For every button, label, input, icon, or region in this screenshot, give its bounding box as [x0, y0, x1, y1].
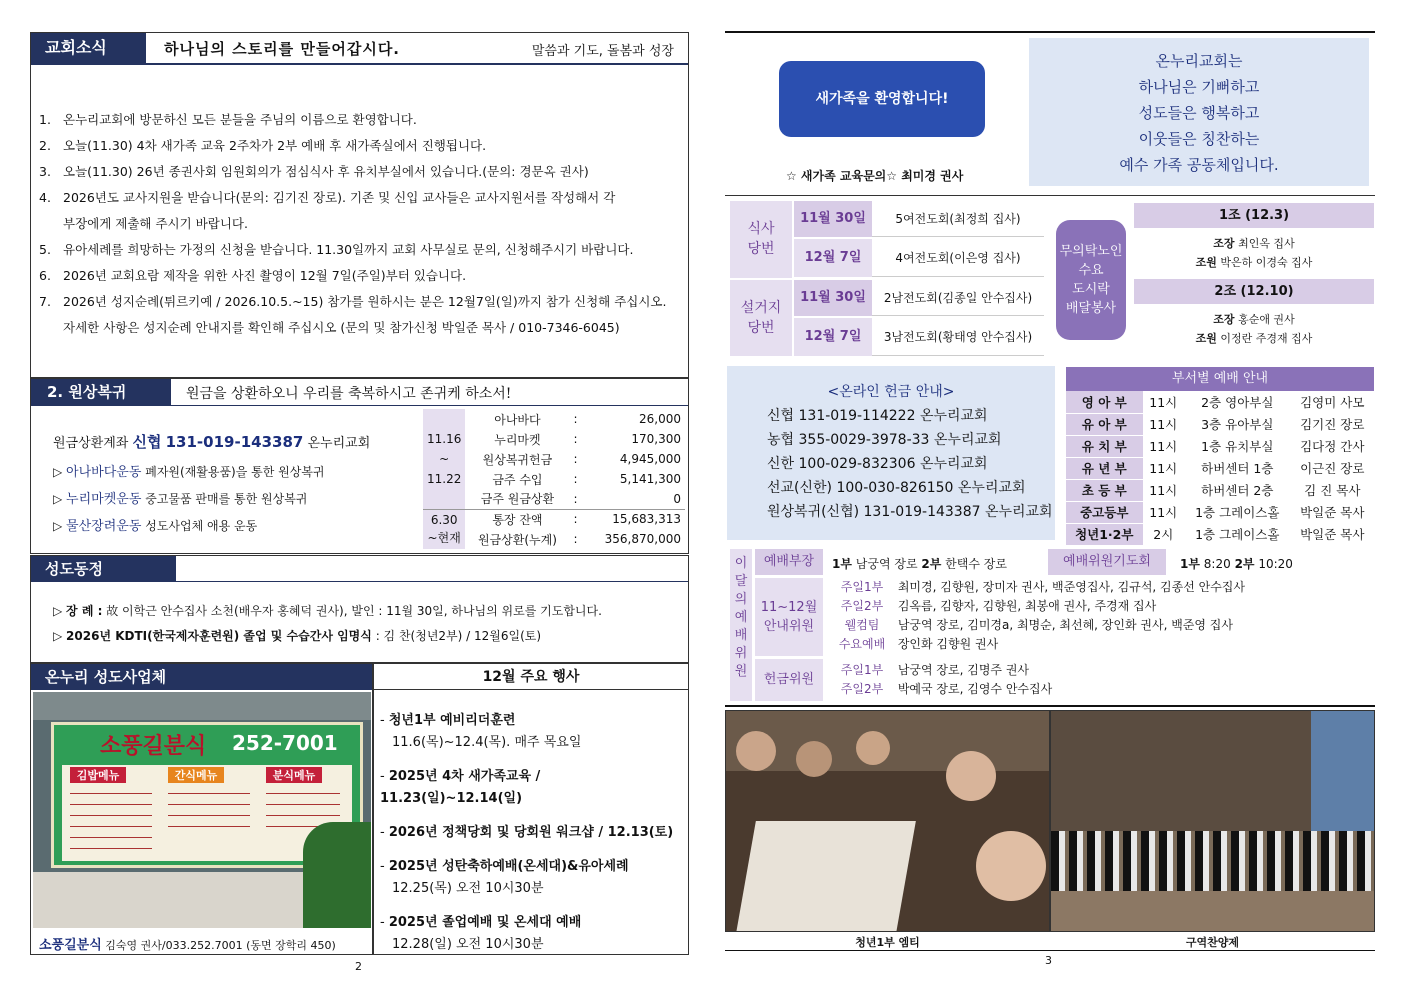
list-item: 웰컴팀 남궁역 장로, 김미경a, 최명순, 최선혜, 장인화 권사, 백준영 집사	[844, 618, 1233, 632]
list-item: 7. 2026년 성지순례(튀르키예 / 2026.10.5.~15) 참가를 원하시는 분은 12월7일(일)까지 참가 신청해 주십시오.	[39, 294, 667, 309]
news-headline: 하나님의 스토리를 만들어갑시다.	[164, 40, 401, 58]
list-item: - 2025년 성탄축하예배(온세대)&유아세례 12.25(목) 오전 10시30분	[380, 859, 629, 896]
shop-info: 소풍길분식 김숙영 권사/033.252.7001 (동면 장학리 450)	[39, 938, 336, 953]
list-item: - 2026년 정책당회 및 당회원 워크샵 / 12.13(토)	[380, 825, 674, 840]
members-line-1: ▷ 장 례 : 故 이학근 안수집사 소천(배우자 홍혜덕 권사), 발인 : 11월 30일, 하나님의 위로를 기도합니다.	[53, 604, 602, 618]
duty-who: 5여전도회(최정희 집사)	[872, 201, 1044, 237]
list-item: 4. 2026년도 교사지원을 받습니다(문의: 김기진 장로). 기존 및 신입 교사들은 교사지원서를 작성해서 각	[39, 190, 616, 205]
table-row: 영 아 부 11시 2층 영아부실 김영미 사모	[1066, 391, 1374, 413]
offering-list	[830, 661, 1052, 699]
group-2-members: 조장 홍순애 권사 조원 이정란 주경재 집사	[1195, 313, 1313, 345]
welcome-contact: ☆ 새가족 교육문의☆ 최미경 권사	[786, 169, 964, 183]
table-row: 유 치 부 11시 1층 유치부실 김다정 간사	[1066, 435, 1374, 457]
table-row: 초 등 부 11시 하버센터 2층 김 진 목사	[1066, 479, 1374, 501]
menu-head: 김밥메뉴	[70, 767, 126, 783]
duty-date: 12월 7일	[794, 318, 872, 356]
group-1-members: 조장 최인옥 집사 조원 박은하 이경숙 집사	[1195, 237, 1313, 269]
list-item: ▷ 물산장려운동 성도사업체 애용 운동	[53, 519, 258, 534]
giving-line: 선교(신한) 100-030-826150 온누리교회	[767, 480, 1026, 496]
meal-duty-label: 식사 당번	[730, 201, 792, 278]
duty-who: 3남전도회(황태영 안수집사)	[872, 318, 1044, 356]
events-list	[380, 710, 684, 956]
list-item: 주일1부 남궁역 장로, 김명주 권사	[840, 663, 1030, 677]
list-item: 3. 오늘(11.30) 26년 종권사회 임원회의가 점심식사 후 유치부실에서 있습니다.(문의: 경문옥 권사)	[39, 164, 589, 179]
dish-duty-label: 설거지 당번	[730, 280, 792, 356]
welfare-motto: 원금을 상환하오니 우리를 축복하시고 존귀케 하소서!	[186, 386, 512, 402]
news-tag: 교회소식	[31, 33, 146, 63]
menu-head: 간식메뉴	[168, 767, 224, 783]
table-row: 유 아 부 11시 3층 유아부실 김기진 장로	[1066, 413, 1374, 435]
giving-line: 농협 355-0029-3978-33 온누리교회	[767, 432, 1002, 448]
giving-line: 원상복귀(신협) 131-019-143387 온누리교회	[767, 504, 1053, 520]
news-list	[39, 107, 679, 341]
list-item: 5. 유아세례를 희망하는 가정의 신청을 받습니다. 11.30일까지 교회 사무실로 문의, 신청해주시기 바랍니다.	[39, 242, 634, 257]
guide-label: 11~12월 안내위원	[755, 578, 823, 656]
table-row: 유 년 부 11시 하버센터 1층 이근진 장로	[1066, 457, 1374, 479]
welcome-button[interactable]: 새가족을 환영합니다!	[779, 61, 985, 137]
list-item: 주일2부 박예국 장로, 김영수 안수집사	[840, 682, 1053, 696]
offering-label: 헌금위원	[755, 659, 823, 701]
lunch-service-label: 무의탁노인 수요 도시락 배달봉사	[1056, 220, 1126, 340]
sign-name: 소풍길분식	[100, 733, 207, 759]
members-line-2: ▷ 2026년 KDTI(한국제자훈련원) 졸업 및 수습간사 임명식 : 김 찬(청년2부) / 12월6일(토)	[53, 629, 542, 643]
list-item: 자세한 사항은 성지순례 안내지를 확인해 주십시오 (문의 및 참가신청 박일준 목사 / 010-7346-6045)	[63, 320, 620, 335]
group-2-title: 2조 (12.10)	[1134, 279, 1374, 304]
list-item: 6. 2026년 교회요람 제작을 위한 사진 촬영이 12월 7일(주일)부터 있습니다.	[39, 268, 467, 283]
youth-mt-photo	[725, 710, 1050, 932]
list-item: ▷ 아나바다운동 폐자원(재활용품)을 통한 원상복귀	[53, 465, 325, 480]
business-box	[30, 663, 373, 955]
list-item: 1. 온누리교회에 방문하신 모든 분들을 주님의 이름으로 환영합니다.	[39, 112, 417, 127]
list-item: 수요예배 장인화 김향원 권사	[838, 637, 999, 651]
page-number: 3	[1045, 954, 1052, 967]
table-row: 청년1·2부 2시 1층 그레이스홀 박일준 목사	[1066, 523, 1374, 545]
sign-phone: 252-7001	[232, 731, 338, 755]
online-giving-box	[727, 366, 1055, 540]
page-number: 2	[355, 960, 362, 973]
giving-title: <온라인 헌금 안내>	[827, 384, 955, 400]
list-item: 주일2부 김옥름, 김향자, 김향원, 최봉애 권사, 주경재 집사	[840, 599, 1157, 613]
business-tag: 온누리 성도사업체	[31, 664, 372, 690]
list-item: - 2025년 졸업예배 및 온세대 예배 12.28(일) 오전 10시30분	[380, 915, 582, 952]
worship-side-label: 이 달 의 예 배 위 원	[730, 549, 752, 701]
list-item: 부장에게 제출해 주시기 바랍니다.	[63, 216, 248, 231]
duty-date: 11월 30일	[794, 280, 872, 316]
account-line: 원금상환계좌 신협 131-019-143387 온누리교회	[53, 433, 371, 451]
list-item: - 청년1부 예비리더훈련 11.6(목)~12.4(목). 매주 목요일	[380, 713, 582, 750]
list-item: - 2025년 4차 새가족교육 / 11.23(일)~12.14(일)	[380, 769, 541, 806]
events-box	[373, 663, 689, 955]
duty-date: 11월 30일	[794, 201, 872, 237]
prayer-label: 예배위원기도회	[1048, 549, 1166, 575]
giving-line: 신협 131-019-114222 온누리교회	[767, 408, 988, 424]
welfare-box	[30, 378, 689, 554]
worship-head: 1부 남궁역 장로 2부 한택수 장로	[832, 557, 1007, 571]
members-box	[30, 555, 689, 663]
news-subtitle: 말씀과 기도, 돌봄과 성장	[531, 44, 674, 59]
duty-date: 12월 7일	[794, 239, 872, 277]
group-1-title: 1조 (12.3)	[1134, 203, 1374, 228]
table-row: 중고등부 11시 1층 그레이스홀 박일준 목사	[1066, 501, 1374, 523]
photo-caption-1: 청년1부 엠티	[855, 936, 920, 949]
worship-head-label: 예배부장	[755, 549, 823, 575]
list-item: 2. 오늘(11.30) 4차 새가족 교육 2주차가 2부 예배 후 새가족실에서 진행됩니다.	[39, 138, 487, 153]
welfare-table: 11.16 ~ 11.22 아나바다 : 26,000 누리마켓 : 170,300 원상복귀헌금 : 4,945,000 금주 수입 : 5,141,300 금주 원금상환 : 0 6.30 ~현재 통장 잔액 : 15,683,313 원금상환(누계) : 356,870,000	[423, 409, 685, 549]
duty-who: 4여전도회(이은영 집사)	[872, 239, 1044, 277]
guide-list	[830, 578, 1245, 654]
prayer-times: 1부 8:20 2부 10:20	[1180, 557, 1293, 571]
menu-head: 분식메뉴	[266, 767, 322, 783]
giving-line: 신한 100-029-832306 온누리교회	[767, 456, 988, 472]
welfare-bullets	[53, 459, 325, 540]
events-title: 12월 주요 행사	[374, 664, 688, 690]
list-item: ▷ 누리마켓운동 중고물품 판매를 통한 원상복귀	[53, 492, 308, 507]
welfare-tag: 2. 원상복귀	[31, 379, 171, 405]
photo-caption-2: 구역찬양제	[1185, 936, 1240, 949]
shop-photo	[33, 692, 371, 928]
church-news-box	[30, 32, 689, 378]
services-table	[1066, 391, 1374, 546]
services-title: 부서별 예배 안내	[1066, 367, 1374, 391]
church-motto: 온누리교회는 하나님은 기뻐하고 성도들은 행복하고 이웃들은 칭찬하는 예수 가족 공동체입니다.	[1029, 38, 1369, 186]
list-item: 주일1부 최미경, 김향원, 장미자 권사, 백준영집사, 김규석, 김종선 안수집사	[840, 580, 1245, 594]
members-tag: 성도동정	[31, 556, 176, 582]
choir-festival-photo	[1050, 710, 1375, 932]
duty-who: 2남전도회(김종일 안수집사)	[872, 280, 1044, 316]
